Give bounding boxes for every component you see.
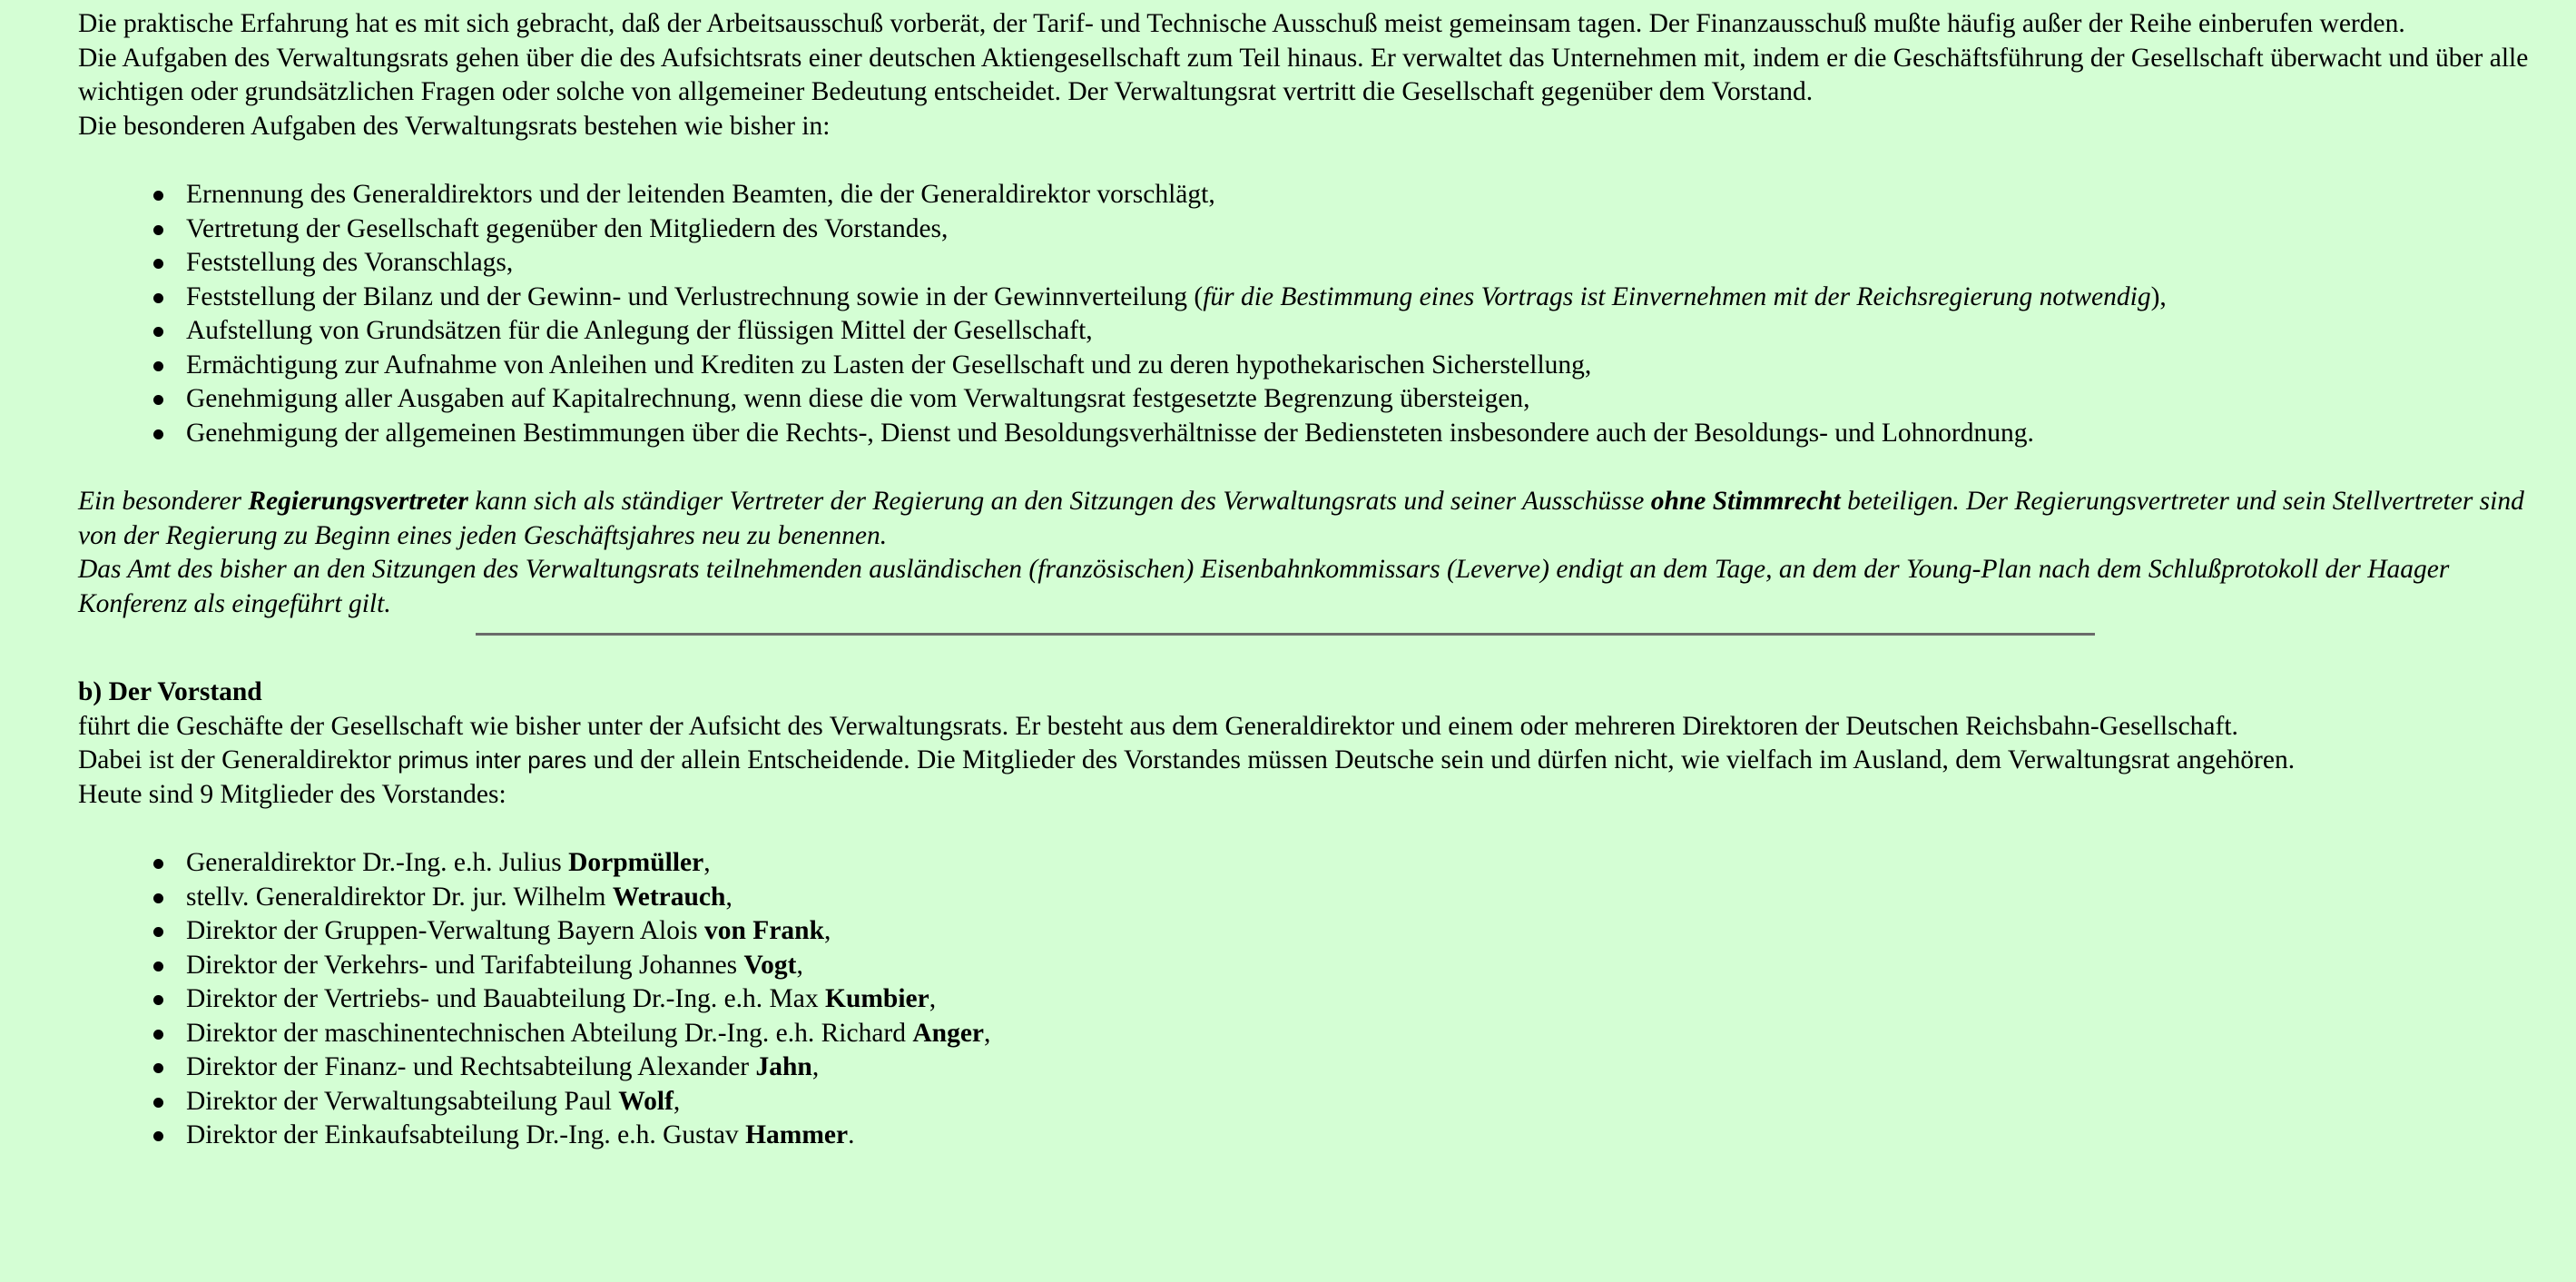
duty-italic-note: für die Bestimmung eines Vortrags ist Einvernehmen mit der Reichsregierung notwendig [1203, 281, 2151, 311]
text-run: kann sich als ständiger Vertreter der Regierung an den Sitzungen des Verwaltungsrats und seiner Ausschüsse [467, 487, 1651, 516]
member-item [186, 1017, 2556, 1051]
member-surname: Kumbier [825, 984, 929, 1013]
text-run: beteiligen. Der Regierungsvertreter und sein Stellvertreter sind von der Regierung zu Beginn eines jeden Geschäftsjahres neu zu benennen. [78, 487, 2524, 550]
punctuation: , [796, 950, 803, 980]
punctuation: , [929, 984, 937, 1013]
duty-item: Vertretung der Gesellschaft gegenüber den Mitgliedern des Vorstandes, [186, 212, 2556, 247]
member-title: Direktor der Vertriebs- und Bauabteilung Dr.-Ing. e.h. Max [186, 984, 825, 1013]
text-run: Ein besonderer [78, 487, 249, 516]
duty-item: Feststellung des Voranschlags, [186, 246, 2556, 281]
member-title: Direktor der maschinentechnischen Abteilung Dr.-Ing. e.h. Richard [186, 1018, 913, 1048]
member-surname: Anger [912, 1018, 985, 1048]
vorstand-paragraph-3: Heute sind 9 Mitglieder des Vorstandes: [78, 779, 506, 809]
punctuation: , [811, 1052, 820, 1081]
punctuation: , [673, 1086, 681, 1116]
member-item [186, 881, 2556, 915]
member-item [186, 1119, 2556, 1153]
duty-item: Genehmigung aller Ausgaben auf Kapitalrechnung, wenn diese die vom Verwaltungsrat festgesetzte Begrenzung übersteigen, [186, 382, 2556, 417]
section-heading: b) Der Vorstand [78, 677, 262, 706]
bold-term: ohne Stimmrecht [1650, 487, 1841, 516]
duty-text: Feststellung der Bilanz und der Gewinn- und Verlustrechnung sowie in der Gewinnverteilung ( [186, 281, 1204, 311]
member-title: Direktor der Finanz- und Rechtsabteilung Alexander [186, 1052, 756, 1081]
member-title: Direktor der Gruppen-Verwaltung Bayern Alois [186, 916, 705, 945]
member-surname: Wetrauch [612, 882, 726, 912]
member-title: Direktor der Einkaufsabteilung Dr.-Ing. e.h. Gustav [186, 1120, 746, 1149]
vorstand-paragraph-2 [78, 744, 2556, 778]
member-surname: Jahn [755, 1052, 812, 1081]
member-surname: Hammer [745, 1120, 849, 1149]
member-item [186, 914, 2556, 949]
member-title: stellv. Generaldirektor Dr. jur. Wilhelm [186, 882, 613, 912]
member-title: Direktor der Verwaltungsabteilung Paul [186, 1086, 619, 1116]
duty-item: Aufstellung von Grundsätzen für die Anlegung der flüssigen Mittel der Gesellschaft, [186, 314, 2556, 349]
government-representative-section [78, 485, 2556, 621]
text-run: Dabei ist der Generaldirektor [78, 745, 398, 774]
duty-item [186, 281, 2556, 315]
member-item [186, 846, 2556, 881]
punctuation: , [984, 1018, 991, 1048]
punctuation: , [703, 848, 711, 877]
punctuation: , [725, 882, 732, 912]
member-item [186, 982, 2556, 1017]
member-title: Direktor der Verkehrs- und Tarifabteilung Johannes [186, 950, 744, 980]
section-divider [476, 633, 2095, 636]
document-page [78, 7, 2556, 1188]
members-list [78, 846, 2556, 1153]
commissioner-paragraph: Das Amt des bisher an den Sitzungen des Verwaltungsrats teilnehmenden ausländischen (französischen) Eisenbahnkommissars (Leverve) endigt an dem Tage, an dem der Young-Plan nach dem Schlußprotokoll der Haager Konferenz als eingeführt gilt. [78, 555, 2450, 618]
member-title: Generaldirektor Dr.-Ing. e.h. Julius [186, 848, 569, 877]
member-surname: Vogt [743, 950, 797, 980]
duties-list [78, 178, 2556, 450]
member-item [186, 1050, 2556, 1085]
punctuation: . [848, 1120, 855, 1149]
duty-text: ), [2150, 281, 2167, 311]
duty-item: Ernennung des Generaldirektors und der leitenden Beamten, die der Generaldirektor vorschlägt, [186, 178, 2556, 212]
member-surname: von Frank [704, 916, 824, 945]
bold-term: Regierungsvertreter [248, 487, 468, 516]
member-surname: Wolf [618, 1086, 673, 1116]
vorstand-heading [78, 676, 2556, 710]
latin-phrase: primus inter pares [398, 746, 587, 774]
intro-paragraph-2: Die Aufgaben des Verwaltungsrats gehen über die des Aufsichtsrats einer deutschen Aktiengesellschaft zum Teil hinaus. Er verwaltet das Unternehmen mit, indem er die Geschäftsführung der Gesellschaft überwacht und über alle wichtigen oder grundsätzlichen Fragen oder solche von allgemeiner Bedeutung entscheidet. Der Verwaltungsrat vertritt die Gesellschaft gegenüber dem Vorstand. [78, 43, 2529, 106]
vorstand-paragraph-1: führt die Geschäfte der Gesellschaft wie bisher unter der Aufsicht des Verwaltungsrats. Er besteht aus dem Generaldirektor und einem oder mehreren Direktoren der Deutschen Reichsbahn-Gesellschaft. [78, 711, 2238, 741]
member-surname: Dorpmüller [568, 848, 704, 877]
member-item [186, 1085, 2556, 1119]
government-representative-paragraph [78, 485, 2556, 553]
intro-paragraph-3: Die besonderen Aufgaben des Verwaltungsrats bestehen wie bisher in: [78, 111, 831, 141]
duty-item: Ermächtigung zur Aufnahme von Anleihen und Krediten zu Lasten der Gesellschaft und zu deren hypothekarischen Sicherstellung, [186, 349, 2556, 383]
text-run: und der allein Entscheidende. Die Mitglieder des Vorstandes müssen Deutsche sein und dürfen nicht, wie vielfach im Ausland, dem Verwaltungsrat angehören. [586, 745, 2296, 774]
punctuation: , [823, 916, 831, 945]
member-item [186, 949, 2556, 983]
duty-item: Genehmigung der allgemeinen Bestimmungen über die Rechts-, Dienst und Besoldungsverhältnisse der Bediensteten insbesondere auch der Besoldungs- und Lohnordnung. [186, 417, 2556, 451]
intro-paragraph-1: Die praktische Erfahrung hat es mit sich gebracht, daß der Arbeitsausschuß vorberät, der Tarif- und Technische Ausschuß meist gemeinsam tagen. Der Finanzausschuß mußte häufig außer der Reihe einberufen werden. [78, 9, 2405, 38]
